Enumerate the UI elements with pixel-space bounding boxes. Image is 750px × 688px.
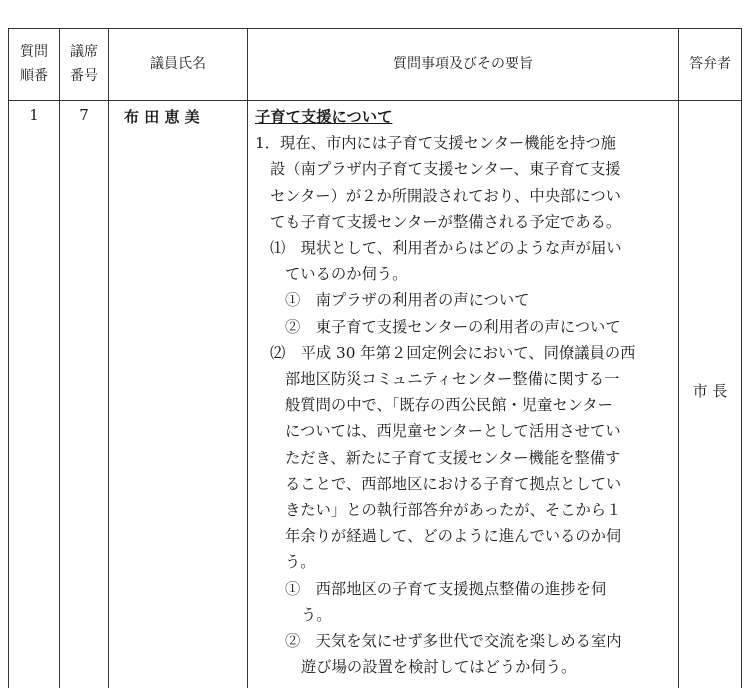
question-line: ⑵ 平成 30 年第２回定例会において、同僚議員の西 <box>270 343 636 362</box>
col-divider <box>108 28 109 688</box>
table-left-border <box>8 28 9 688</box>
col-divider <box>59 28 60 688</box>
question-topic: 子育て支援について <box>255 108 393 126</box>
question-line: う。 <box>285 553 316 572</box>
question-table <box>8 28 742 688</box>
header-subject: 質問事項及びその要旨 <box>393 56 533 72</box>
header-seat-line2: 番号 <box>70 68 98 84</box>
cell-member-name: 布 田 恵 美 <box>124 108 200 126</box>
question-line: ることで、西部地区における子育て拠点としてい <box>285 474 622 493</box>
header-order-line1: 質問 <box>20 44 48 60</box>
cell-respondent: 市 長 <box>692 382 728 400</box>
question-line: きたい」との執行部答弁があったが、そこから１ <box>285 501 622 520</box>
question-line: ① 南プラザの利用者の声について <box>285 291 530 310</box>
col-divider <box>247 28 248 688</box>
question-line: 般質問の中で、「既存の西公民館・児童センター <box>285 396 613 415</box>
question-line: センター）が２か所開設されており、中央部につい <box>270 186 621 205</box>
header-order <box>9 28 59 100</box>
question-line: ても子育て支援センターが整備される予定である。 <box>270 212 622 231</box>
cell-seat: 7 <box>79 106 89 124</box>
header-seat <box>60 28 108 100</box>
question-line: ⑴ 現状として、利用者からはどのような声が届い <box>270 239 622 258</box>
question-line: ② 天気を気にせず多世代で交流を楽しめる室内 <box>285 632 622 651</box>
question-line: う。 <box>301 605 332 624</box>
question-line: 年余りが経過して、どのように進んでいるのか伺 <box>285 527 622 546</box>
table-right-border <box>741 28 742 688</box>
question-line: ② 東子育て支援センターの利用者の声について <box>285 317 621 336</box>
header-order-line2: 順番 <box>20 68 48 84</box>
question-summary <box>255 104 680 680</box>
question-line: 遊び場の設置を検討してはどうか伺う。 <box>301 658 577 677</box>
header-respondent: 答弁者 <box>689 56 731 72</box>
question-line: ているのか伺う。 <box>285 265 408 284</box>
header-member-name: 議員氏名 <box>150 56 206 72</box>
cell-order: 1 <box>29 106 39 124</box>
question-lines <box>255 130 680 680</box>
header-bottom-border <box>8 100 742 101</box>
question-line: 設（南プラザ内子育て支援センター、東子育て支援 <box>270 160 621 179</box>
question-line: については、西児童センターとして活用させてい <box>285 422 621 441</box>
header-seat-line1: 議席 <box>70 44 98 60</box>
question-line: ただき、新たに子育て支援センター機能を整備す <box>285 448 621 467</box>
question-line: 部地区防災コミュニティセンター整備に関する一 <box>285 370 620 389</box>
question-line: ① 西部地区の子育て支援拠点整備の進捗を伺 <box>285 579 607 598</box>
question-line: 1．現在、市内には子育て支援センター機能を持つ施 <box>255 134 616 153</box>
